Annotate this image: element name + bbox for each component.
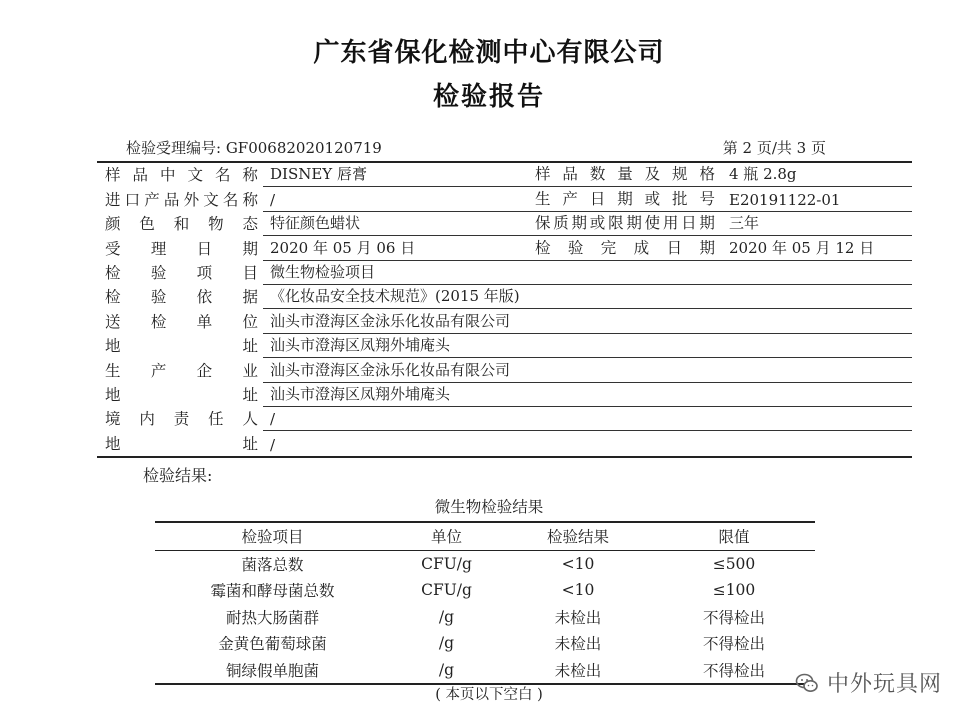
cell-limit: 不得检出: [702, 608, 765, 627]
info-value-2: 2020 年 05 月 12 日: [721, 236, 912, 260]
info-label: 地 址: [105, 385, 258, 404]
accept-number: 检验受理编号: GF00682020120719: [126, 139, 382, 157]
header-unit: 单位: [430, 528, 462, 547]
info-row: [97, 309, 912, 333]
info-label-2: 生 产 日 期 或 批 号: [525, 187, 721, 211]
cell-limit: 不得检出: [702, 635, 765, 654]
results-label: 检验结果:: [143, 466, 213, 485]
info-value-2: E20191122-01: [721, 187, 912, 211]
cell-unit: CFU/g: [421, 554, 472, 573]
info-row: [97, 407, 912, 431]
cell-item: 菌落总数: [241, 555, 304, 574]
info-label: 地 址: [105, 337, 258, 356]
info-row: [97, 187, 912, 211]
cell-result: 未检出: [554, 635, 602, 654]
info-label: 受 理 日 期: [105, 239, 258, 258]
info-value: 汕头市澄海区凤翔外埔庵头: [263, 383, 912, 407]
info-row: [97, 236, 912, 260]
info-value: 《化妆品安全技术规范》(2015 年版): [263, 285, 912, 309]
wechat-icon: [795, 671, 819, 695]
info-value: 微生物检验项目: [263, 261, 912, 285]
info-label: 生 产 企 业: [105, 361, 258, 380]
info-row: [97, 383, 912, 407]
results-table-title: 微生物检验结果: [434, 498, 544, 516]
info-value: 2020 年 05 月 06 日: [263, 236, 525, 260]
info-label: 地 址: [105, 434, 258, 453]
info-value: 特征颜色蜡状: [263, 212, 525, 236]
info-label: 样 品 中 文 名 称: [105, 166, 258, 185]
header-limit: 限值: [718, 528, 750, 547]
info-value: /: [263, 187, 525, 211]
table-row: [155, 577, 815, 604]
info-row: [97, 334, 912, 358]
info-value-2: 4 瓶 2.8g: [721, 163, 912, 187]
info-row: [97, 212, 912, 236]
table-row: [155, 657, 815, 685]
cell-result: <10: [561, 554, 595, 573]
info-row: [97, 163, 912, 187]
info-value: /: [270, 435, 276, 454]
info-row: [97, 358, 912, 382]
info-label: 进 口 产 品 外 文 名 称: [105, 190, 258, 209]
cell-item: 霉菌和酵母菌总数: [210, 582, 335, 601]
info-label: 颜 色 和 物 态: [105, 215, 258, 234]
cell-unit: /g: [438, 660, 455, 679]
cell-unit: CFU/g: [421, 581, 472, 600]
info-value: 汕头市澄海区凤翔外埔庵头: [263, 334, 912, 358]
info-row: [97, 285, 912, 309]
info-label-2: 保 质 期 或 限 期 使 用 日 期: [525, 212, 721, 236]
header-result: 检验结果: [546, 528, 609, 547]
cell-limit: 不得检出: [702, 661, 765, 680]
table-row: [155, 550, 815, 577]
info-label: 境 内 责 任 人: [105, 410, 258, 429]
table-row: [155, 604, 815, 631]
info-label-2: 样 品 数 量 及 规 格: [525, 163, 721, 187]
cell-result: <10: [561, 581, 595, 600]
info-value: 汕头市澄海区金泳乐化妆品有限公司: [263, 358, 912, 382]
blank-below-note: ( 本页以下空白 ): [435, 687, 543, 703]
header-item: 检验项目: [241, 528, 304, 547]
info-row: [97, 261, 912, 285]
cell-unit: /g: [438, 607, 455, 626]
info-label: 送 检 单 位: [105, 312, 258, 331]
info-row: [97, 431, 912, 455]
info-value: DISNEY 唇膏: [263, 163, 525, 187]
microbial-results-table: [155, 521, 815, 685]
cell-item: 金黄色葡萄球菌: [218, 635, 327, 654]
table-row: [155, 630, 815, 657]
cell-result: 未检出: [554, 661, 602, 680]
cell-unit: /g: [438, 634, 455, 653]
watermark: [795, 667, 942, 698]
cell-result: 未检出: [554, 608, 602, 627]
sample-info-table: [97, 161, 912, 458]
cell-item: 耐热大肠菌群: [225, 608, 319, 627]
info-value: 汕头市澄海区金泳乐化妆品有限公司: [263, 309, 912, 333]
report-title: 检验报告: [432, 82, 545, 112]
info-label: 检 验 依 据: [105, 288, 258, 307]
page-indicator: 第 2 页/共 3 页: [722, 139, 826, 157]
info-label: 检 验 项 目: [105, 263, 258, 282]
info-label-2: 检 验 完 成 日 期: [525, 236, 721, 260]
cell-limit: ≤100: [712, 581, 756, 600]
watermark-text: 中外玩具网: [827, 672, 943, 697]
info-value: /: [263, 407, 912, 431]
cell-limit: ≤500: [712, 554, 756, 573]
table-header-row: [155, 522, 815, 550]
cell-item: 铜绿假单胞菌: [225, 661, 319, 680]
company-name: 广东省保化检测中心有限公司: [313, 38, 665, 68]
info-value-2: 三年: [721, 212, 912, 236]
